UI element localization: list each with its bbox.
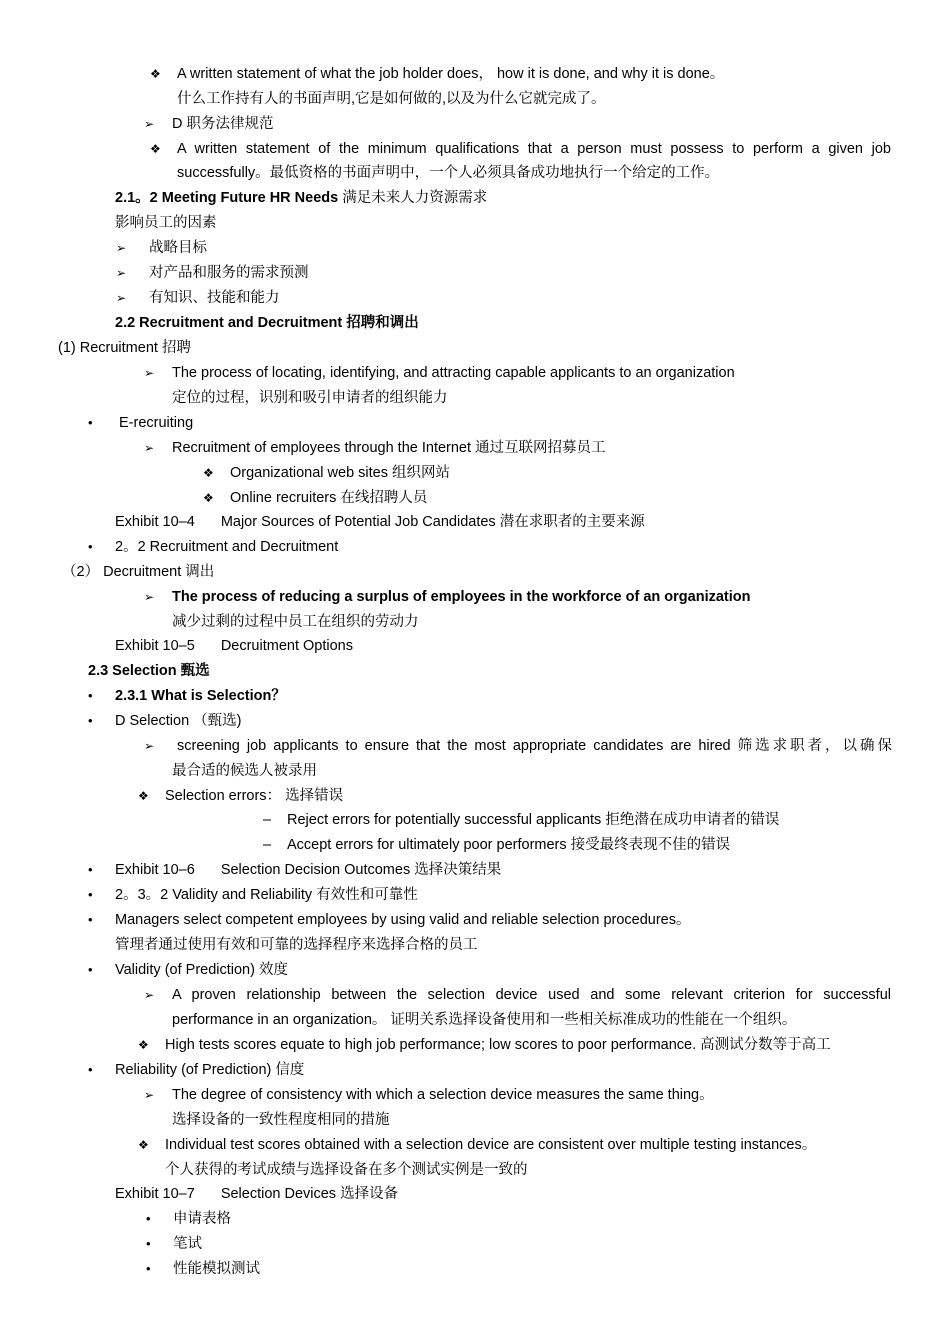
exhibit-10-7 [115, 1184, 398, 1204]
section-heading-2-1-2-cn: 满足未来人力资源需求 [342, 190, 488, 206]
decruitment-definition-cn: 减少过剩的过程中员工在组织的劳动力 [172, 614, 419, 630]
arrow-bullet-icon: ➢ [116, 291, 127, 305]
job-specification-en: A written statement of the minimum qualifications that a person must possess to perform a given job [177, 141, 891, 157]
bullet-icon: • [146, 1261, 151, 1276]
list-item: 申请表格 [173, 1211, 231, 1227]
selection-errors-heading: Selection errors： 选择错误 [165, 788, 344, 804]
exhibit-number: Exhibit 10–4 [115, 514, 195, 530]
bullet-icon: • [88, 962, 93, 977]
bullet-icon: • [88, 713, 93, 728]
arrow-bullet-icon: ➢ [144, 590, 155, 604]
list-item: 对产品和服务的需求预测 [149, 265, 309, 281]
section-heading-2-2: 2.2 Recruitment and Decruitment 招聘和调出 [115, 315, 419, 331]
list-item: Recruitment of employees through the Internet 通过互联网招募员工 [172, 440, 606, 456]
decruitment-definition-en: The process of reducing a surplus of employees in the workforce of an organization [172, 589, 751, 605]
job-specification-cn: successfully。最低资格的书面声明中，一个人必须具备成功地执行一个给定的工作。 [177, 165, 720, 181]
exhibit-title: Selection Devices 选择设备 [220, 1186, 399, 1202]
validity-definition-en: A proven relationship between the selection device used and some relevant criterion for successful [172, 987, 891, 1003]
arrow-bullet-icon: ➢ [144, 117, 155, 131]
list-item: Reject errors for potentially successful applicants 拒绝潜在成功申请者的错误 [287, 812, 780, 828]
arrow-bullet-icon: ➢ [116, 241, 127, 255]
factors-label: 影响员工的因素 [115, 215, 217, 231]
diamond-bullet-icon: ❖ [138, 1038, 149, 1052]
list-item: Online recruiters 在线招聘人员 [230, 490, 428, 506]
recruitment-definition-en: The process of locating, identifying, and attracting capable applicants to an organization [172, 365, 735, 381]
arrow-bullet-icon: ➢ [144, 1088, 155, 1102]
exhibit-title: Major Sources of Potential Job Candidates 潜在求职者的主要来源 [220, 514, 645, 530]
validity-definition-cn: performance in an organization。 证明关系选择设备使用和一些相关标准成功的性能在一个组织。 [172, 1012, 797, 1028]
dash-bullet-icon: – [263, 837, 272, 853]
recruitment-definition-cn: 定位的过程，识别和吸引申请者的组织能力 [172, 390, 448, 406]
bullet-icon: • [88, 688, 93, 703]
selection-definition-cn: 最合适的候选人被录用 [172, 763, 317, 779]
exhibit-number: Exhibit 10–6 [115, 862, 195, 878]
diamond-bullet-icon: ❖ [138, 789, 149, 803]
exhibit-number: Exhibit 10–5 [115, 638, 195, 654]
managers-select-en: Managers select competent employees by using valid and reliable selection procedures。 [115, 912, 691, 928]
arrow-bullet-icon: ➢ [144, 739, 155, 753]
dash-bullet-icon: – [263, 812, 272, 828]
job-specification-heading: D 职务法律规范 [172, 116, 274, 132]
job-description-en: A written statement of what the job holder does， how it is done, and why it is done。 [177, 66, 725, 82]
selection-definition-en: screening job applicants to ensure that the most appropriate candidates are hired 筛选求职者，以确保 [177, 738, 892, 754]
list-item: 有知识、技能和能力 [149, 290, 280, 306]
exhibit-10-6 [115, 860, 501, 880]
bullet-icon: • [88, 862, 93, 877]
exhibit-10-5 [115, 636, 353, 656]
diamond-bullet-icon: ❖ [203, 466, 214, 480]
reliability-definition-en: The degree of consistency with which a selection device measures the same thing。 [172, 1087, 714, 1103]
list-item: 战略目标 [149, 240, 207, 256]
list-item: 笔试 [173, 1236, 202, 1252]
recruitment-heading: (1) Recruitment 招聘 [58, 340, 191, 356]
validity-heading: Validity (of Prediction) 效度 [115, 962, 288, 978]
reliability-note-en: Individual test scores obtained with a selection device are consistent over multiple testing instances。 [165, 1137, 817, 1153]
diamond-bullet-icon: ❖ [203, 491, 214, 505]
validity-note: High tests scores equate to high job performance; low scores to poor performance. 高测试分数等于高工 [165, 1037, 831, 1053]
bullet-icon: • [88, 539, 93, 554]
section-heading-2-3: 2.3 Selection 甄选 [88, 663, 210, 679]
arrow-bullet-icon: ➢ [144, 366, 155, 380]
diamond-bullet-icon: ❖ [138, 1138, 149, 1152]
bullet-icon: • [146, 1236, 151, 1251]
bullet-icon: • [88, 887, 93, 902]
reliability-note-cn: 个人获得的考试成绩与选择设备在多个测试实例是一致的 [165, 1162, 528, 1178]
e-recruiting-heading: E-recruiting [119, 415, 194, 431]
job-description-cn: 什么工作持有人的书面声明,它是如何做的,以及为什么它就完成了。 [177, 91, 606, 107]
list-item: Accept errors for ultimately poor performers 接受最终表现不佳的错误 [287, 837, 731, 853]
reliability-heading: Reliability (of Prediction) 信度 [115, 1062, 305, 1078]
arrow-bullet-icon: ➢ [144, 988, 155, 1002]
list-item: 2。2 Recruitment and Decruitment [115, 539, 339, 555]
section-heading-2-1-2 [115, 188, 487, 208]
managers-select-cn: 管理者通过使用有效和可靠的选择程序来选择合格的员工 [115, 937, 478, 953]
section-heading-2-1-2-en: 2.1。2 Meeting Future HR Needs [115, 190, 339, 206]
decruitment-heading: （2） Decruitment 调出 [62, 564, 215, 580]
arrow-bullet-icon: ➢ [144, 441, 155, 455]
diamond-bullet-icon: ❖ [150, 67, 161, 81]
selection-heading: D Selection （甄选) [115, 713, 242, 729]
exhibit-title: Selection Decision Outcomes 选择决策结果 [220, 862, 502, 878]
reliability-definition-cn: 选择设备的一致性程度相同的措施 [172, 1112, 390, 1128]
list-item: Organizational web sites 组织网站 [230, 465, 450, 481]
list-item: 性能模拟测试 [173, 1261, 260, 1277]
bullet-icon: • [88, 1062, 93, 1077]
exhibit-number: Exhibit 10–7 [115, 1186, 195, 1202]
exhibit-10-4 [115, 512, 645, 532]
diamond-bullet-icon: ❖ [150, 142, 161, 156]
arrow-bullet-icon: ➢ [116, 266, 127, 280]
bullet-icon: • [88, 415, 93, 430]
bullet-icon: • [146, 1211, 151, 1226]
section-heading-2-3-2: 2。3。2 Validity and Reliability 有效性和可靠性 [115, 887, 418, 903]
bullet-icon: • [88, 912, 93, 927]
section-heading-2-3-1: 2.3.1 What is Selection？ [115, 688, 286, 704]
exhibit-title: Decruitment Options [220, 638, 353, 654]
